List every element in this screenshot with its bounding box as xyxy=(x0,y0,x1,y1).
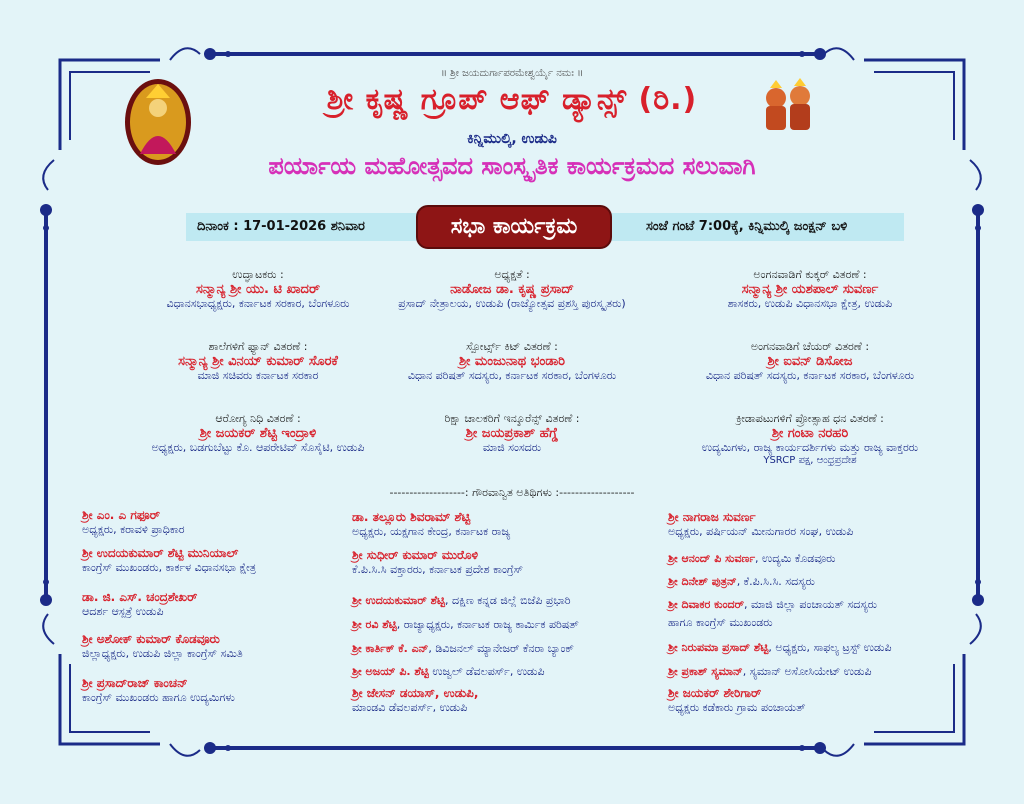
honored-desc: , ಕೆ.ಪಿ.ಸಿ.ಸಿ. ಸದಸ್ಯರು xyxy=(736,575,815,588)
honored-item xyxy=(352,686,478,715)
guest-name: ಶ್ರೀ ಗಂಟಾ ನರಹರಿ xyxy=(771,426,849,441)
honored-desc: ಅಧ್ಯಕ್ಷರು ಕಡೆಕಾರು ಗ್ರಾಮ ಪಂಚಾಯತ್ xyxy=(668,701,806,714)
guest-role: ಸ್ಪೋರ್ಟ್ಸ್ ಕಿಟ್ ವಿತರಣೆ : xyxy=(466,340,558,353)
guest-desc: ಪ್ರಸಾದ್ ನೇತ್ರಾಲಯ, ಉಡುಪಿ (ರಾಜ್ಯೋತ್ಸವ ಪ್ರಶಸ್ತಿ ಪುರಸ್ಕೃತರು) xyxy=(398,297,626,310)
guest-desc: ಅಧ್ಯಕ್ಷರು, ಬಡಗುಬೆಟ್ಟು ಕೊ. ಆಪರೇಟಿವ್ ಸೊಸೈಟಿ, ಉಡುಪಿ xyxy=(151,441,365,454)
honored-item xyxy=(668,641,892,655)
honored-item xyxy=(668,510,853,539)
honored-desc: ಮಾಂಡವಿ ಡೆವಲಪರ್ಸ್, ಉಡುಪಿ xyxy=(352,701,468,714)
guest-block xyxy=(342,412,682,455)
guest-block xyxy=(640,412,980,466)
honored-item xyxy=(668,616,773,630)
honored-item xyxy=(668,686,805,715)
honored-item xyxy=(82,590,197,619)
honored-name: ಶ್ರೀ ಪ್ರಸಾದ್‌ರಾಜ್ ಕಾಂಚನ್ xyxy=(82,676,188,690)
honored-item xyxy=(668,598,877,612)
honored-item xyxy=(82,508,185,537)
guest-block xyxy=(342,340,682,383)
honored-name: ಶ್ರೀ ಜೇಸನ್ ಡಯಾಸ್, ಉಡುಪಿ, xyxy=(352,686,479,700)
honored-name: ಶ್ರೀ ರವಿ ಶೆಟ್ಟಿ xyxy=(352,618,397,631)
honored-item xyxy=(668,665,872,679)
program-badge: ಸಭಾ ಕಾರ್ಯಕ್ರಮ xyxy=(416,205,612,249)
event-time-venue: ಸಂಜೆ ಗಂಟೆ 7:00ಕ್ಕೆ, ಕಿನ್ನಿಮುಲ್ಕಿ ಜಂಕ್ಷನ್ ಬಳಿ xyxy=(646,219,848,234)
guest-block xyxy=(640,268,980,311)
honored-name: ಶ್ರೀ ಸುಧೀರ್ ಕುಮಾರ್ ಮುರೊಳಿ xyxy=(352,548,479,562)
honored-desc: ಜಿಲ್ಲಾಧ್ಯಕ್ಷರು, ಉಡುಪಿ ಜಿಲ್ಲಾ ಕಾಂಗ್ರೆಸ್ ಸಮಿತಿ xyxy=(82,647,243,660)
guest-name: ಶ್ರೀ ಜಯಕರ್ ಶೆಟ್ಟಿ ಇಂದ್ರಾಳಿ xyxy=(199,426,317,441)
guest-desc: ವಿಧಾನ ಪರಿಷತ್ ಸದಸ್ಯರು, ಕರ್ನಾಟಕ ಸರಕಾರ, ಬೆಂಗಳೂರು xyxy=(705,369,915,382)
honored-item xyxy=(668,552,835,566)
honored-desc: , ರಾಜ್ಯಾಧ್ಯಕ್ಷರು, ಕರ್ನಾಟಕ ರಾಜ್ಯ ಕಾರ್ಮಿಕ ಪರಿಷತ್ xyxy=(396,618,579,631)
honored-item xyxy=(352,510,510,539)
honored-desc: , ಡಿವಿಜನಲ್ ಮ್ಯಾನೇಜರ್ ಕೆನರಾ ಬ್ಯಾಂಕ್ xyxy=(428,642,574,655)
event-subtitle: ಪರ್ಯಾಯ ಮಹೋತ್ಸವದ ಸಾಂಸ್ಕೃತಿಕ ಕಾರ್ಯಕ್ರಮದ ಸಲುವಾಗಿ xyxy=(268,152,756,180)
guest-desc: ವಿಧಾನ ಪರಿಷತ್ ಸದಸ್ಯರು, ಕರ್ನಾಟಕ ಸರಕಾರ, ಬೆಂಗಳೂರು xyxy=(407,369,617,382)
honored-item xyxy=(352,548,523,577)
honored-item xyxy=(668,575,815,589)
honored-name: ಶ್ರೀ ಜಯಕರ್ ಶೇರಿಗಾರ್ xyxy=(668,686,762,700)
honored-desc: , ಅಧ್ಯಕ್ಷರು, ಸಾಫಲ್ಯ ಟ್ರಸ್ಟ್ ಉಡುಪಿ xyxy=(768,641,892,654)
guest-desc: ಉದ್ಯಮಿಗಳು, ರಾಜ್ಯ ಕಾರ್ಯದರ್ಶಿಗಳು ಮತ್ತು ರಾಜ್ಯ ವಾಕ್ತರರು xyxy=(701,441,919,454)
location-text: ಕಿನ್ನಿಮುಲ್ಕಿ, ಉಡುಪಿ xyxy=(467,131,557,147)
honored-name: ಶ್ರೀ ನಿರುಪಮಾ ಪ್ರಸಾದ್ ಶೆಟ್ಟಿ xyxy=(668,641,769,654)
guest-name: ನಾಡೋಜ ಡಾ. ಕೃಷ್ಣ ಪ್ರಸಾದ್ xyxy=(450,282,574,297)
honored-desc: ಉಜ್ವಲ್ ಡೆವಲಪರ್ಸ್, ಉಡುಪಿ xyxy=(428,665,545,678)
organization-title: ಶ್ರೀ ಕೃಷ್ಣ ಗ್ರೂಪ್ ಆಫ್ ಡ್ಯಾನ್ಸ್ (ರಿ.) xyxy=(326,82,698,117)
guest-name: ಶ್ರೀ ಜಯಪ್ರಕಾಶ್ ಹೆಗ್ಡೆ xyxy=(465,426,559,441)
honored-desc: , ದಕ್ಷಿಣ ಕನ್ನಡ ಜಿಲ್ಲೆ ಬಿಜೆಪಿ ಪ್ರಭಾರಿ xyxy=(445,594,571,607)
honored-name: ಶ್ರೀ ದಿನೇಶ್ ಪುತ್ರನ್ xyxy=(668,575,737,588)
honored-name: ಡಾ. ಜಿ. ಎಸ್. ಚಂದ್ರಶೇಖರ್ xyxy=(82,590,198,604)
guest-role: ಶಾಲೆಗಳಿಗೆ ಫ್ಯಾನ್ ವಿತರಣೆ : xyxy=(208,340,308,353)
honored-desc: ಅಧ್ಯಕ್ಷರು, ಪರ್ಷಿಯನ್ ಮೀನುಗಾರರ ಸಂಘ, ಉಡುಪಿ xyxy=(668,525,854,538)
honored-desc: ಹಾಗೂ ಕಾಂಗ್ರೆಸ್ ಮುಖಂಡರು xyxy=(668,616,773,629)
guest-role: ಉದ್ಘಾಟಕರು : xyxy=(232,268,284,281)
guest-role: ಅಂಗನವಾಡಿಗೆ ಕುಕ್ಕರ್ ವಿತರಣೆ : xyxy=(753,268,867,281)
honored-desc: , ಮಾಜಿ ಜಿಲ್ಲಾ ಪಂಚಾಯತ್ ಸದಸ್ಯರು xyxy=(743,598,878,611)
honored-name: ಡಾ. ತಲ್ಲೂರು ಶಿವರಾಮ್ ಶೆಟ್ಟಿ xyxy=(352,510,471,524)
honored-name: ಶ್ರೀ ಉದಯಕುಮಾರ್ ಶೆಟ್ಟಿ xyxy=(352,594,446,607)
event-date: ದಿನಾಂಕ : 17-01-2026 ಶನಿವಾರ xyxy=(197,219,365,234)
honored-desc: , ಸ್ಯಮಾನ್ ಅಸೋಸಿಯೇಟ್ ಉಡುಪಿ xyxy=(742,665,872,678)
honored-desc: ಅಧ್ಯಕ್ಷರು, ಯಕ್ಷಗಾನ ಕೇಂದ್ರ, ಕರ್ನಾಟಕ ರಾಜ್ಯ xyxy=(352,525,511,538)
honored-name: ಶ್ರೀ ಉದಯಕುಮಾರ್ ಶೆಟ್ಟಿ ಮುನಿಯಾಲ್ xyxy=(82,546,239,560)
guest-role: ಅಧ್ಯಕ್ಷತೆ : xyxy=(494,268,530,281)
guest-name: ಸನ್ಮಾನ್ಯ ಶ್ರೀ ಯಶಪಾಲ್ ಸುವರ್ಣ xyxy=(741,282,879,297)
honored-desc: ಅಧ್ಯಕ್ಷರು, ಕರಾವಳಿ ಪ್ರಾಧಿಕಾರ xyxy=(82,523,185,536)
honored-name: ಶ್ರೀ ಎಂ. ಎ ಗಫೂರ್ xyxy=(82,508,161,522)
honored-desc: , ಉದ್ಯಮಿ ಕೊಡವೂರು xyxy=(755,552,836,565)
honored-item xyxy=(352,594,571,608)
guest-extra: YSRCP ಪಕ್ಷ, ಆಂಧ್ರಪ್ರದೇಶ xyxy=(763,455,857,466)
honored-item xyxy=(82,632,243,661)
honored-desc: ಕಾಂಗ್ರೆಸ್ ಮುಖಂಡರು ಹಾಗೂ ಉದ್ಯಮಿಗಳು xyxy=(82,691,235,704)
guest-role: ರಿಕ್ಷಾ ಚಾಲಕರಿಗೆ ಇನ್ಶೂರೆನ್ಸ್ ವಿತರಣೆ : xyxy=(444,412,580,425)
guest-block xyxy=(342,268,682,311)
guest-desc: ವಿಧಾನಸಭಾಧ್ಯಕ್ಷರು, ಕರ್ನಾಟಕ ಸರಕಾರ, ಬೆಂಗಳೂರು xyxy=(166,297,350,310)
honored-item xyxy=(82,676,235,705)
guest-desc: ಮಾಜಿ ಸಂಸದರು xyxy=(482,441,542,454)
honored-item xyxy=(352,642,574,656)
guest-desc: ಮಾಜಿ ಸಚಿವರು ಕರ್ನಾಟಕ ಸರಕಾರ xyxy=(197,369,319,382)
guest-name: ಶ್ರೀ ಮಂಜುನಾಥ ಭಂಡಾರಿ xyxy=(458,354,566,369)
honored-name: ಶ್ರೀ ನಾಗರಾಜ ಸುವರ್ಣ xyxy=(668,510,756,524)
guest-desc: ಶಾಸಕರು, ಉಡುಪಿ ವಿಧಾನಸಭಾ ಕ್ಷೇತ್ರ, ಉಡುಪಿ xyxy=(727,297,893,310)
honored-item xyxy=(352,665,545,679)
honored-guests-heading: -------------------: ಗೌರವಾನ್ವಿತ ಅತಿಥಿಗಳು :------------------- xyxy=(389,486,635,499)
guest-role: ಅಂಗನವಾಡಿಗೆ ಚೆಯರ್ ವಿತರಣೆ : xyxy=(750,340,870,353)
honored-name: ಶ್ರೀ ಆನಂದ್ ಪಿ ಸುವರ್ಣ xyxy=(668,552,756,565)
honored-item xyxy=(82,546,256,575)
guest-role: ಕ್ರೀಡಾಪಟುಗಳಿಗೆ ಪ್ರೋತ್ಸಾಹ ಧನ ವಿತರಣೆ : xyxy=(736,412,884,425)
honored-name: ಶ್ರೀ ಕಾರ್ತಿಕ್ ಕೆ. ಎನ್ xyxy=(352,642,429,655)
honored-desc: ಆದರ್ಶ ಆಸ್ಪತ್ರೆ ಉಡುಪಿ xyxy=(82,605,164,618)
honored-name: ಶ್ರೀ ಅಜಯ್ ಪಿ. ಶೆಟ್ಟಿ xyxy=(352,665,429,678)
honored-item xyxy=(352,618,579,632)
honored-desc: ಕೆ.ಪಿ.ಸಿ.ಸಿ ವಕ್ತಾರರು, ಕರ್ನಾಟಕ ಪ್ರದೇಶ ಕಾಂಗ್ರೆಸ್ xyxy=(352,563,524,576)
guest-block xyxy=(640,340,980,383)
honored-name: ಶ್ರೀ ಪ್ರಕಾಶ್ ಸ್ಯಮಾನ್ xyxy=(668,665,743,678)
honored-desc: ಕಾಂಗ್ರೆಸ್ ಮುಖಂಡರು, ಕಾರ್ಕಳ ವಿಧಾನಸಭಾ ಕ್ಷೇತ್ರ xyxy=(82,561,257,574)
honored-name: ಶ್ರೀ ದಿವಾಕರ ಕುಂದರ್ xyxy=(668,598,744,611)
guest-name: ಸನ್ಮಾನ್ಯ ಶ್ರೀ ವಿನಯ್ ಕುಮಾರ್ ಸೊರಕೆ xyxy=(178,354,338,369)
guest-name: ಶ್ರೀ ಐವನ್ ಡಿಸೋಜ xyxy=(767,354,853,369)
guest-name: ಸನ್ಮಾನ್ಯ ಶ್ರೀ ಯು. ಟಿ ಖಾದರ್ xyxy=(195,282,321,297)
guest-role: ಆರೋಗ್ಯ ನಿಧಿ ವಿತರಣೆ : xyxy=(215,412,301,425)
invocation-text: ॥ ಶ್ರೀ ಜಯದುರ್ಗಾಪರಮೇಶ್ವರ್ಯೈ ನಮಃ ॥ xyxy=(440,68,584,79)
honored-name: ಶ್ರೀ ಅಶೋಕ್ ಕುಮಾರ್ ಕೊಡವೂರು xyxy=(82,632,220,646)
